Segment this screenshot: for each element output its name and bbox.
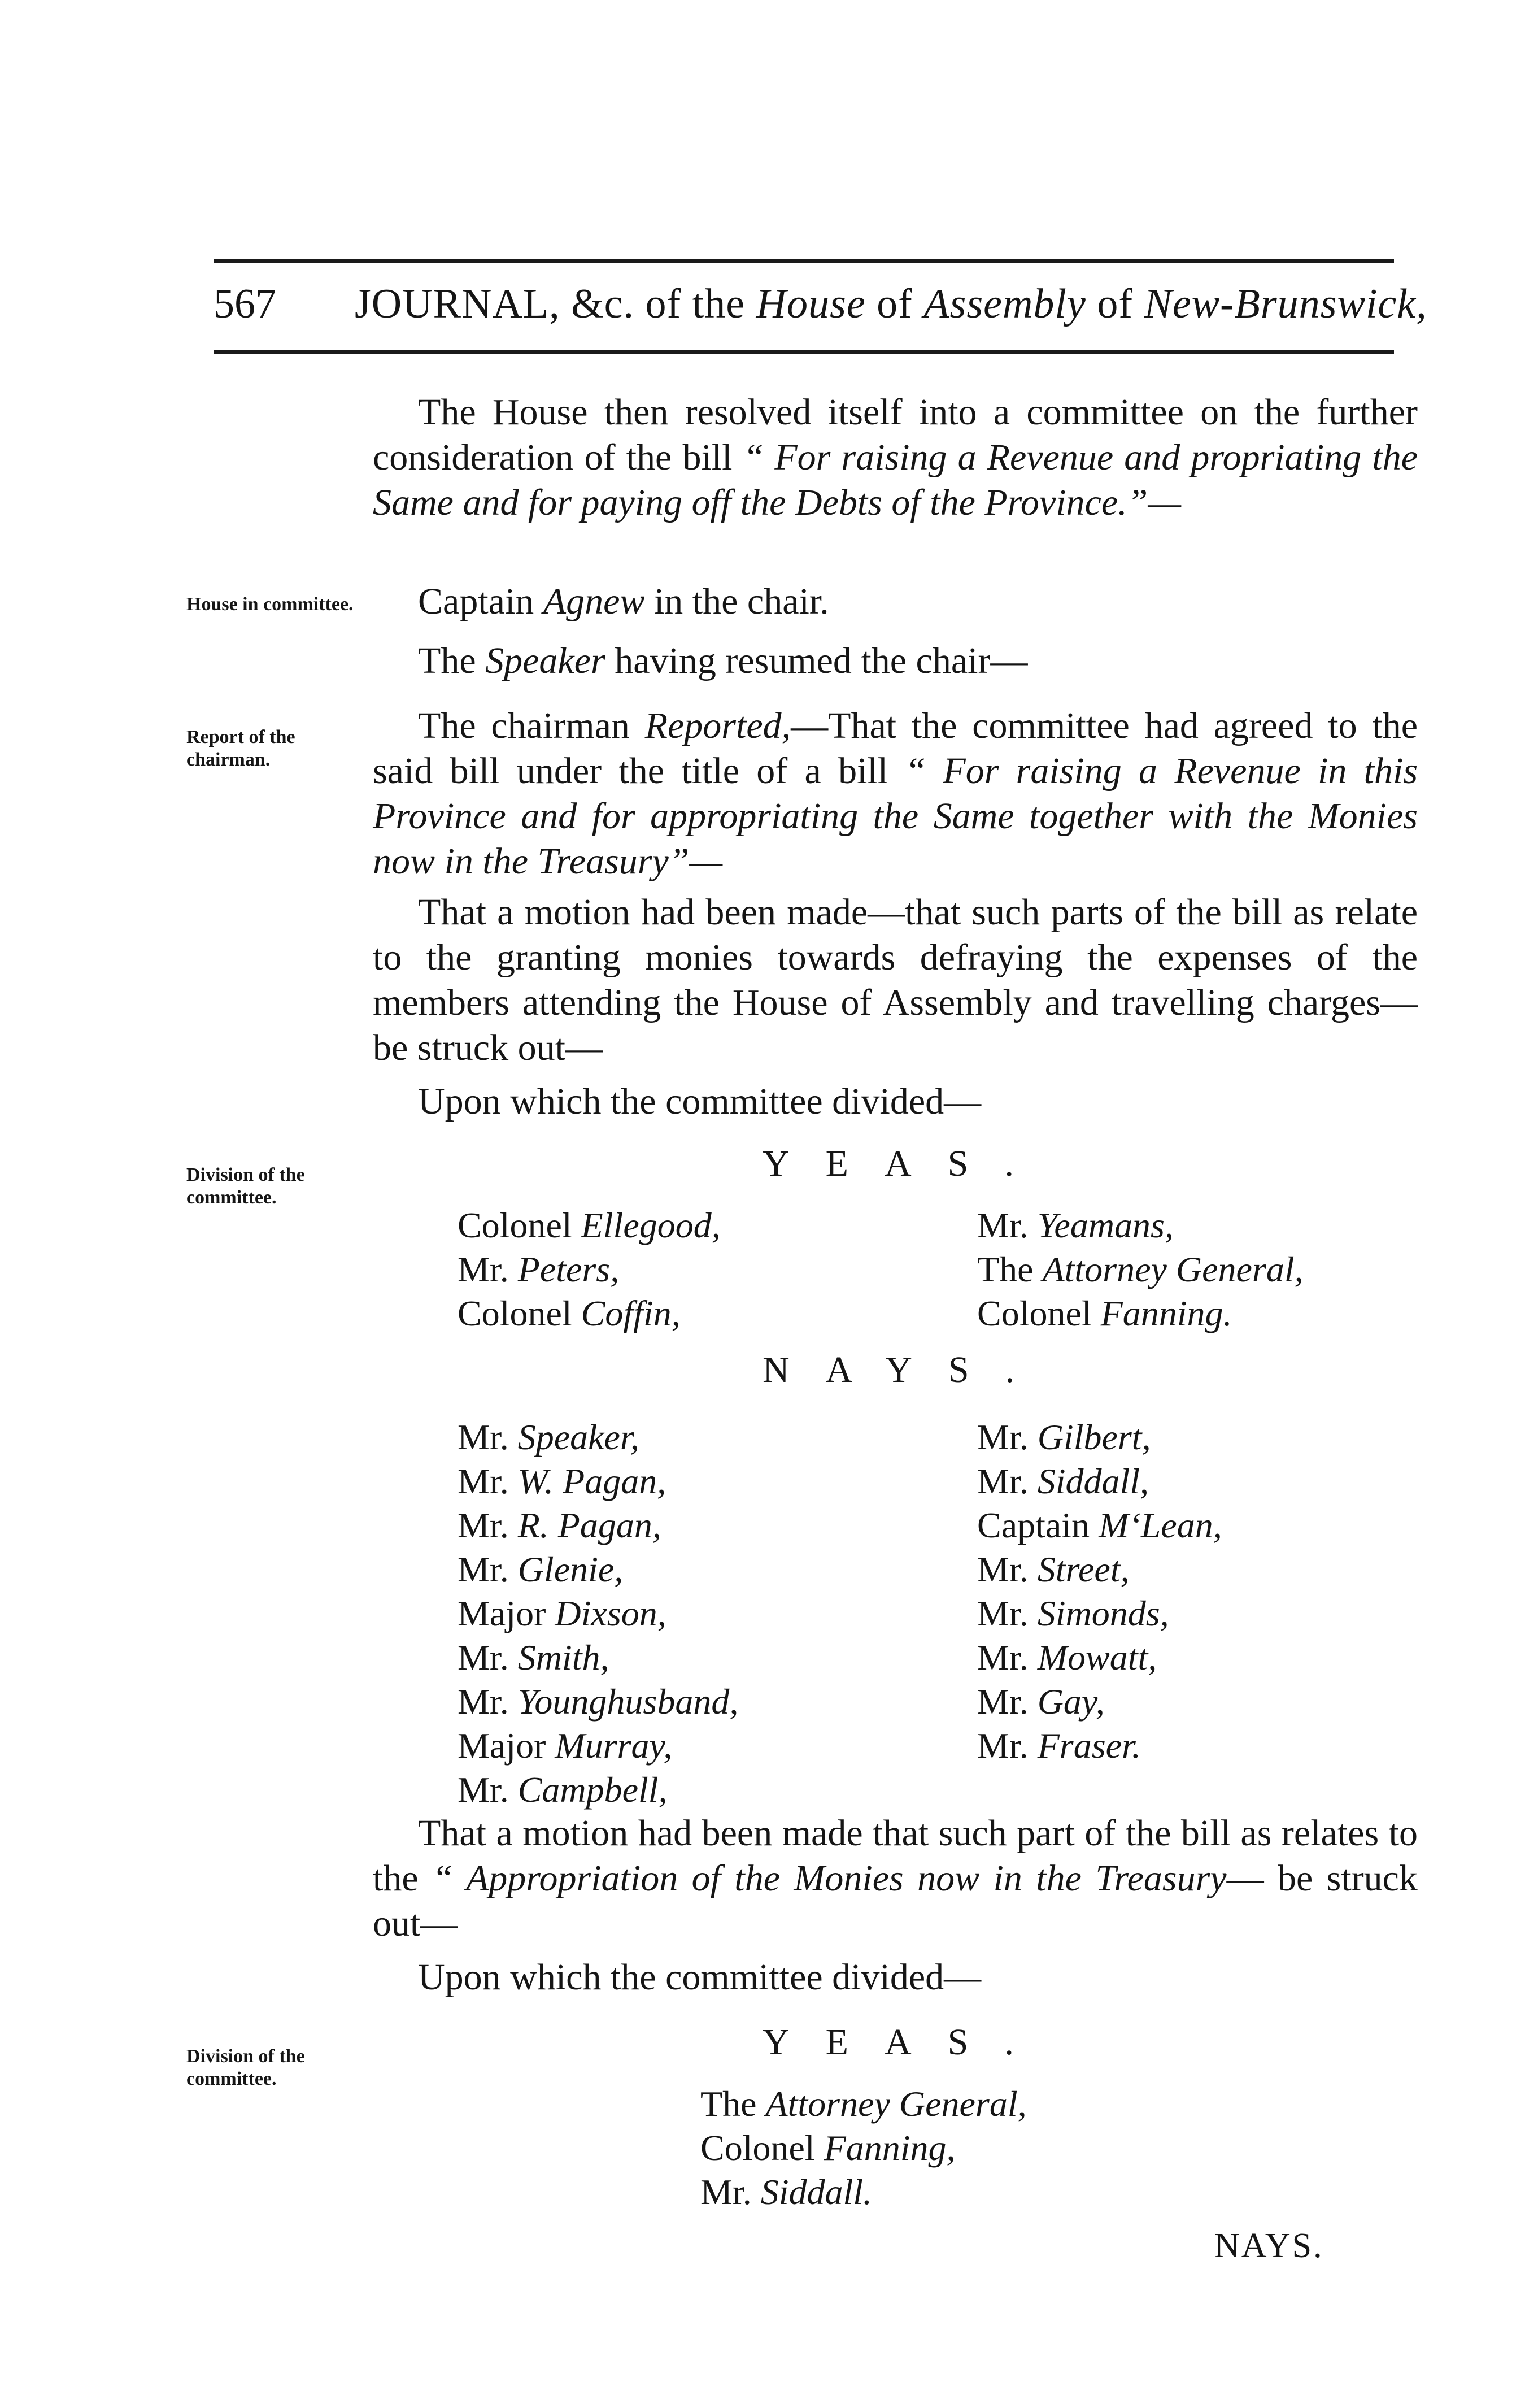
- paragraph-speaker-resumed: [418, 638, 1027, 684]
- p2-text-a: Captain: [418, 581, 543, 622]
- p2-text-c: in the chair.: [644, 581, 829, 622]
- voter-title: Mr.: [977, 1725, 1038, 1766]
- voter-title: Mr.: [700, 2172, 761, 2212]
- voter: [977, 1680, 1222, 1724]
- title-house: House: [756, 281, 866, 327]
- voter: [458, 1503, 738, 1548]
- paragraph-captain-chair: [418, 579, 829, 624]
- title-prefix: JOURNAL, &c. of the: [355, 281, 756, 327]
- voter: [458, 1724, 738, 1768]
- title-of: of: [865, 281, 924, 327]
- voter-title: Mr.: [458, 1637, 518, 1677]
- voter-name: Peters,: [517, 1249, 620, 1289]
- voter-title: Mr.: [977, 1681, 1038, 1722]
- voter-title: Mr.: [977, 1417, 1038, 1457]
- p7-text-a: That a motion had been made that such part of the bill as relates to the: [373, 1812, 1418, 1899]
- voter-title: Mr.: [458, 1461, 518, 1501]
- paragraph-chairman-report: [373, 703, 1418, 884]
- voter-name: Coffin,: [581, 1293, 681, 1333]
- voter-name: Speaker,: [517, 1417, 639, 1457]
- paragraph-motion-2: [373, 1811, 1418, 1946]
- voter-name: Simonds,: [1037, 1593, 1169, 1633]
- p4-bill-title: “ For raising a Revenue in this Province and for appropriating the Same together with the Monies now in the Treasury”—: [373, 750, 1418, 882]
- voter-name: Siddall,: [1037, 1461, 1149, 1501]
- voter-title: Captain: [977, 1505, 1099, 1545]
- voter-name: Fanning.: [1100, 1293, 1232, 1333]
- voter-name: Siddall.: [760, 2172, 873, 2212]
- voter: [458, 1248, 721, 1292]
- voter-name: M‘Lean,: [1099, 1505, 1222, 1545]
- division-1-nays-heading: NAYS.: [763, 1349, 1051, 1390]
- page-number: 567: [214, 281, 276, 327]
- voter-name: Murray,: [555, 1725, 673, 1766]
- voter: [458, 1548, 738, 1592]
- p7-text-c: — be struck out—: [373, 1858, 1418, 1944]
- voter: [977, 1503, 1222, 1548]
- voter-name: Yeamans,: [1037, 1205, 1174, 1245]
- voter: [458, 1415, 738, 1459]
- margin-note-division-2: Division of the committee.: [186, 2046, 305, 2089]
- voter-title: Mr.: [458, 1249, 518, 1289]
- voter-title: Major: [458, 1725, 555, 1766]
- voter-name: Younghusband,: [517, 1681, 739, 1722]
- voter-title: Colonel: [700, 2128, 824, 2168]
- paragraph-committee-divided-2: Upon which the committee divided—: [418, 1957, 982, 1998]
- division-1-yeas-left: [458, 1203, 721, 1336]
- margin-note-house-in-committee: House in committee.: [186, 594, 354, 615]
- division-2-yeas-heading: YEAS.: [763, 2022, 1050, 2063]
- voter-name: Glenie,: [517, 1549, 624, 1589]
- voter: [977, 1592, 1222, 1636]
- voter-name: W. Pagan,: [517, 1461, 666, 1501]
- voter-title: Mr.: [458, 1770, 518, 1810]
- voter-title: Mr.: [977, 1637, 1038, 1677]
- p4-text-a: The chairman: [418, 705, 645, 746]
- p3-text-a: The: [418, 640, 486, 681]
- voter-title: The: [977, 1249, 1043, 1289]
- division-2-yeas: [700, 2082, 1027, 2214]
- voter: [458, 1636, 738, 1680]
- voter: [458, 1459, 738, 1503]
- p3-text-c: having resumed the chair—: [605, 640, 1028, 681]
- voter-title: Mr.: [977, 1205, 1038, 1245]
- voter-title: Colonel: [458, 1293, 581, 1333]
- voter-name: Fraser.: [1037, 1725, 1141, 1766]
- voter-name: Ellegood,: [581, 1205, 721, 1245]
- header-rule-top: [214, 259, 1394, 263]
- title-of-2: of: [1086, 281, 1144, 327]
- voter-title: Colonel: [977, 1293, 1101, 1333]
- voter-name: Dixson,: [555, 1593, 666, 1633]
- margin-note-division-1: Division of the committee.: [186, 1164, 305, 1208]
- p1-bill-title: “ For raising a Revenue and propriating the Same and for paying off the Debts of the Province.”—: [373, 437, 1418, 523]
- division-1-yeas-right: [977, 1203, 1304, 1336]
- voter: [458, 1203, 721, 1248]
- voter-name: Smith,: [517, 1637, 609, 1677]
- voter-title: The: [700, 2084, 766, 2124]
- division-1-nays-left: [458, 1415, 738, 1812]
- voter: [977, 1724, 1222, 1768]
- margin-note-report-of-chairman: Report of the chairman.: [186, 727, 295, 770]
- voter: [977, 1248, 1304, 1292]
- voter: [977, 1203, 1304, 1248]
- division-1-yeas-heading: YEAS.: [763, 1143, 1050, 1184]
- voter: [977, 1292, 1304, 1336]
- voter: [977, 1415, 1222, 1459]
- voter-title: Colonel: [458, 1205, 581, 1245]
- p4-reported: Reported,: [644, 705, 791, 746]
- voter-title: Mr.: [458, 1549, 518, 1589]
- voter-title: Major: [458, 1593, 555, 1633]
- header-rule-bottom: [214, 350, 1394, 354]
- voter: [977, 1548, 1222, 1592]
- running-head-title: [355, 270, 1427, 338]
- voter-name: Street,: [1037, 1549, 1130, 1589]
- voter: [458, 1592, 738, 1636]
- voter-name: R. Pagan,: [517, 1505, 661, 1545]
- p3-speaker: Speaker: [485, 640, 605, 681]
- paragraph-motion-1: That a motion had been made—that such parts of the bill as relate to the granting monies towards defraying the expenses of the members attending the House of Assembly and travelling charges—be struck out—: [373, 892, 1418, 1068]
- voter-name: Fanning,: [824, 2128, 956, 2168]
- voter-name: Attorney General,: [765, 2084, 1027, 2124]
- voter: [458, 1768, 738, 1812]
- voter-title: Mr.: [458, 1417, 518, 1457]
- voter: [458, 1292, 721, 1336]
- voter-title: Mr.: [977, 1549, 1038, 1589]
- paragraph-committee-divided-1: Upon which the committee divided—: [418, 1081, 982, 1122]
- voter-name: Campbell,: [517, 1770, 668, 1810]
- voter-title: Mr.: [458, 1681, 518, 1722]
- voter-title: Mr.: [977, 1593, 1038, 1633]
- title-assembly: Assembly: [923, 281, 1086, 327]
- p1-text: The House then resolved itself into a committee on the further consideration of the bill: [373, 392, 1418, 478]
- voter-title: Mr.: [977, 1461, 1038, 1501]
- p7-appropriation: “ Appropriation of the Monies now in the Treasury: [432, 1858, 1227, 1899]
- p4-text-c: —That the committee had agreed to the said bill under the title of a bill: [373, 705, 1418, 792]
- catchword: NAYS.: [1214, 2227, 1324, 2265]
- voter-name: Gay,: [1037, 1681, 1105, 1722]
- division-1-nays-right: [977, 1415, 1222, 1768]
- p2-name: Agnew: [543, 581, 645, 622]
- voter: [700, 2126, 1027, 2170]
- voter: [977, 1636, 1222, 1680]
- voter-name: Mowatt,: [1037, 1637, 1157, 1677]
- voter: [700, 2082, 1027, 2126]
- running-head-row: [214, 270, 1427, 338]
- voter: [458, 1680, 738, 1724]
- voter-name: Gilbert,: [1037, 1417, 1151, 1457]
- voter: [977, 1459, 1222, 1503]
- paragraph-committee-resolution: [373, 390, 1418, 525]
- voter-title: Mr.: [458, 1505, 518, 1545]
- title-province: New-Brunswick,: [1144, 281, 1427, 327]
- voter-name: Attorney General,: [1042, 1249, 1304, 1289]
- voter: [700, 2170, 1027, 2214]
